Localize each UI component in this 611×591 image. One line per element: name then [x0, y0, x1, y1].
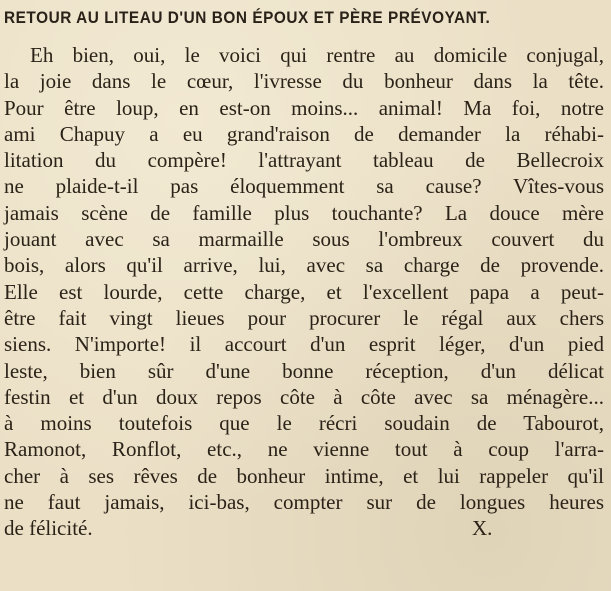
article-line-12: siens. N'importe! il accourt d'un esprit léger, d'un pied [4, 332, 604, 357]
article-line-4: ami Chapuy a eu grand'raison de demander la réhabi- [4, 121, 604, 146]
article-line-7: jamais scène de famille plus touchante? La douce mère [4, 200, 604, 225]
article-line-19-text: de félicité. [4, 516, 93, 541]
article-line-2: la joie dans le cœur, l'ivresse du bonheur dans la tête. [4, 69, 604, 94]
article-line-1: Eh bien, oui, le voici qui rentre au domicile conjugal, [30, 43, 604, 67]
article-line-19 [4, 515, 604, 541]
article-line-10: Elle est lourde, cette charge, et l'excellent papa a peut- [4, 279, 604, 304]
article-line-8: jouant avec sa marmaille sous l'ombreux couvert du [4, 227, 604, 252]
article-line-17: cher à ses rêves de bonheur intime, et lui rappeler qu'il [4, 463, 604, 488]
article-line-3: Pour être loup, en est-on moins... animal! Ma foi, notre [4, 95, 604, 120]
article-body [4, 42, 604, 542]
article-line-13: leste, bien sûr d'une bonne réception, d'un délicat [4, 358, 604, 383]
article-line-11: être fait vingt lieues pour procurer le régal aux chers [4, 305, 604, 330]
article-title: RETOUR AU LITEAU D'UN BON ÉPOUX ET PÈRE PRÉVOYANT. [4, 9, 491, 27]
article-line-9: bois, alors qu'il arrive, lui, avec sa charge de provende. [4, 253, 604, 278]
article-line-14: festin et d'un doux repos côte à côte avec sa ménagère... [4, 384, 604, 409]
article-line-15: à moins toutefois que le récri soudain de Tabourot, [4, 411, 604, 436]
article-line-18: ne faut jamais, ici-bas, compter sur de longues heures [4, 490, 604, 515]
article-signature: X. [472, 516, 493, 541]
article-line-5: litation du compère! l'attrayant tableau de Bellecroix [4, 148, 604, 173]
article-line-6: ne plaide-t-il pas éloquemment sa cause? Vîtes-vous [4, 174, 604, 199]
article-line-16: Ramonot, Ronflot, etc., ne vienne tout à coup l'arra- [4, 437, 604, 462]
